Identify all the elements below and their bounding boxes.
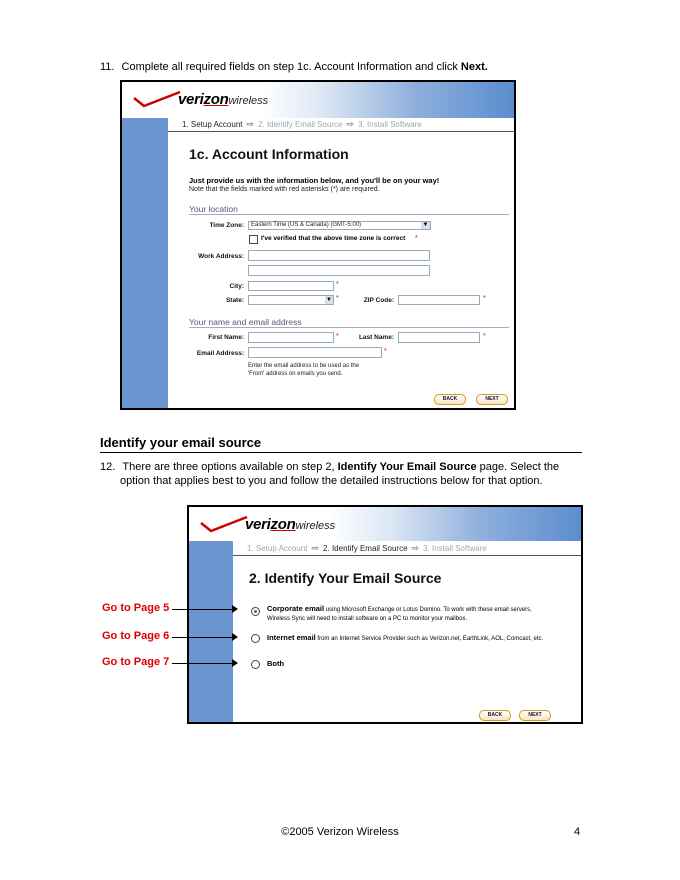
step-install-software: 3. Install Software (423, 543, 487, 553)
form-subtitle: Just provide us with the information below, and you'll be on your way! (189, 176, 440, 185)
last-name-input[interactable] (398, 332, 480, 343)
verizon-logo: verizonwireless (178, 91, 269, 108)
step-identify-email: 2. Identify Email Source (258, 120, 343, 129)
required-marker: * (336, 281, 339, 288)
email-input[interactable] (248, 347, 382, 358)
first-name-label: First Name: (208, 334, 244, 341)
required-marker: * (483, 295, 486, 302)
verify-label: I've verified that the above time zone is correct (261, 235, 406, 242)
goto-page-7: Go to Page 7 (102, 656, 170, 668)
required-marker: * (415, 235, 418, 242)
required-marker: * (336, 295, 339, 302)
required-marker: * (483, 333, 486, 340)
email-label: Email Address: (196, 350, 244, 357)
next-button[interactable]: NEXT (476, 394, 508, 405)
both-option: Both (267, 659, 285, 668)
form-title: 2. Identify Your Email Source (249, 570, 442, 586)
step-number: 11. (100, 61, 115, 73)
verizon-check-icon (132, 88, 182, 110)
footer-copyright: ©2005 Verizon Wireless (281, 826, 399, 838)
verizon-header (189, 507, 581, 541)
arrow-icon (232, 659, 238, 667)
step-number: 12. (100, 461, 116, 473)
arrow-icon: ⇨ (311, 542, 320, 553)
required-marker: * (384, 348, 387, 355)
city-label: City: (229, 283, 244, 290)
internet-email-option: Internet email from an Internet Service Provider such as Verizon.net, EarthLink, AOL, Comcast, etc. (267, 633, 544, 642)
step-setup-account: 1. Setup Account (182, 120, 243, 129)
callout-line (172, 663, 232, 664)
first-name-input[interactable] (248, 332, 334, 343)
email-source-screenshot (187, 505, 583, 724)
step-11 (100, 60, 600, 74)
verizon-header (122, 82, 514, 118)
callout-line (172, 609, 232, 610)
zip-label: ZIP Code: (363, 297, 394, 304)
step-install-software: 3. Install Software (358, 120, 422, 129)
step-setup-account: 1. Setup Account (247, 543, 308, 553)
arrow-icon: ⇨ (411, 542, 420, 553)
arrow-icon: ⇨ (246, 119, 255, 129)
corporate-email-option: Corporate email using Microsoft Exchange or Lotus Domino. To work with these email servers, Wireless Sync will need to install software on a PC to monitor your mailbox. (267, 604, 532, 622)
step-text: Complete all required fields on step 1c. Account Information and click (121, 61, 461, 73)
name-email-header: Your name and email address (189, 317, 509, 328)
goto-page-5: Go to Page 5 (102, 602, 170, 614)
internet-email-radio[interactable] (251, 634, 260, 643)
form-title: 1c. Account Information (189, 146, 349, 162)
arrow-icon (232, 633, 238, 641)
required-marker: * (336, 333, 339, 340)
goto-page-6: Go to Page 6 (102, 630, 170, 642)
sidebar-panel (122, 118, 168, 408)
wizard-steps (168, 118, 514, 132)
time-zone-select[interactable]: Eastern Time (US & Canada) (GMT-5:00) (248, 221, 431, 230)
verify-checkbox[interactable] (249, 235, 258, 244)
chevron-down-icon[interactable]: ▼ (326, 297, 332, 303)
step-identify-email: 2. Identify Email Source (323, 543, 408, 553)
callout-line (172, 637, 232, 638)
last-name-label: Last Name: (358, 334, 394, 341)
wizard-steps (233, 541, 581, 556)
work-address-input[interactable] (248, 250, 430, 261)
step-12: 12. There are three options available on step 2, Identify Your Email Source page. Select the option that applies best to you and follow the detailed instructions below for that option. (100, 461, 560, 487)
arrow-icon (232, 605, 238, 613)
state-select[interactable] (248, 295, 334, 305)
step-bold: Next. (460, 61, 488, 73)
work-address-label: Work Address: (198, 253, 244, 260)
city-input[interactable] (248, 281, 334, 291)
location-header: Your location (189, 204, 509, 215)
arrow-icon: ⇨ (346, 119, 355, 129)
verizon-check-icon (199, 513, 249, 535)
both-radio[interactable] (251, 660, 260, 669)
work-address-input-2[interactable] (248, 265, 430, 276)
sidebar-panel (189, 541, 233, 722)
chevron-down-icon[interactable]: ▼ (422, 222, 429, 228)
zip-input[interactable] (398, 295, 480, 305)
back-button[interactable]: BACK (479, 710, 511, 721)
verizon-logo: verizonwireless (245, 516, 336, 533)
state-label: State: (225, 297, 244, 304)
account-info-screenshot (120, 80, 516, 410)
section-heading: Identify your email source (100, 435, 582, 453)
corporate-email-radio[interactable] (251, 607, 260, 616)
next-button[interactable]: NEXT (519, 710, 551, 721)
email-help: Enter the email address to be used as the 'From' address on emails you send. (248, 363, 360, 377)
page-number: 4 (574, 826, 581, 838)
time-zone-label: Time Zone: (209, 222, 244, 229)
back-button[interactable]: BACK (434, 394, 466, 405)
required-note: Note that the fields marked with red asterisks (*) are required. (189, 186, 380, 193)
